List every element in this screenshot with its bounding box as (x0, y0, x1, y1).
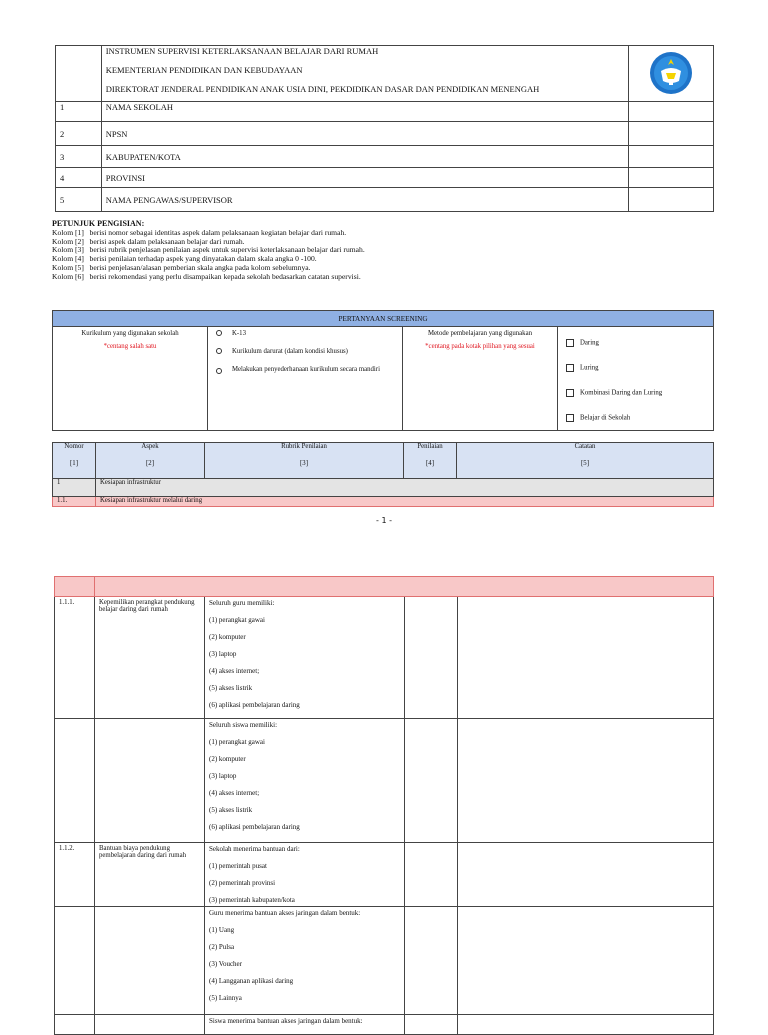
header-row-num: 5 (56, 188, 102, 212)
page-number: - 1 - (376, 516, 392, 525)
rubric-title: Siswa menerima bantuan akses jaringan dalam bentuk: (209, 1017, 363, 1025)
header-row-value[interactable] (629, 146, 714, 168)
header-row-value[interactable] (629, 102, 714, 122)
rubric-item: (4) Langganan aplikasi daring (209, 977, 294, 985)
logo-cell (629, 46, 714, 102)
petunjuk-line: Kolom [4] berisi penilaian terhadap aspek yang dinyatakan dalam skala angka 0 -100. (52, 254, 317, 264)
header-title-cell (101, 46, 629, 102)
metode-label-cell (403, 327, 558, 431)
screening-title: PERTANYAAN SCREENING (53, 311, 714, 327)
petunjuk-line: Kolom [6] berisi rekomendasi yang perlu disampaikan kepada sekolah bedasarkan catatan supervisi. (52, 271, 361, 281)
header-row-num: 1 (56, 102, 102, 122)
header-row-value[interactable] (629, 168, 714, 188)
header-row-label: KABUPATEN/KOTA (101, 146, 629, 168)
rubric-cell (205, 1015, 405, 1035)
rubric-table-page1 (52, 442, 714, 507)
pink-cell (55, 577, 95, 597)
checkbox-icon[interactable] (566, 389, 574, 397)
notes-cell[interactable] (458, 719, 714, 843)
rubric-item: (2) komputer (209, 755, 246, 763)
row-number: 1.1.2. (55, 843, 95, 907)
header-row-value[interactable] (629, 188, 714, 212)
header-row-num: 4 (56, 168, 102, 188)
rubric-item: (2) Pulsa (209, 943, 235, 951)
metode-option[interactable]: Luring (566, 364, 709, 372)
row-number (55, 907, 95, 1015)
row-number: 1 (53, 479, 96, 497)
rubric-title: Sekolah menerima bantuan dari: (209, 845, 300, 853)
tut-wuri-handayani-logo (649, 51, 693, 95)
aspek-cell: Bantuan biaya pendukung pembelajaran daring dari rumah (95, 843, 205, 907)
metode-label: Metode pembelajaran yang digunakan (428, 330, 532, 337)
kurikulum-label: Kurikulum yang digunakan sekolah (81, 330, 179, 337)
petunjuk-line: Kolom [3] berisi rubrik penjelasan penilaian aspek untuk supervisi keterlaksanaan belajar dari rumah. (52, 245, 365, 255)
rubric-item: (5) akses listrik (209, 806, 253, 814)
notes-cell[interactable] (458, 597, 714, 719)
kurikulum-note: *centang salah satu (103, 343, 157, 350)
checkbox-icon[interactable] (566, 414, 574, 422)
rubric-cell (205, 597, 405, 719)
col-header: Nomor [1] (53, 443, 96, 479)
header-line-2: KEMENTERIAN PENDIDIKAN DAN KEBUDAYAAN (105, 65, 303, 75)
pink-cell (95, 577, 714, 597)
rubric-title: Seluruh siswa memiliki: (209, 721, 278, 729)
row-number: 1.1. (53, 497, 96, 507)
aspek-cell (95, 719, 205, 843)
header-row-label: NAMA SEKOLAH (101, 102, 629, 122)
rubric-title: Seluruh guru memiliki: (209, 599, 275, 607)
metode-option[interactable]: Kombinasi Daring dan Luring (566, 389, 709, 397)
notes-cell[interactable] (458, 1015, 714, 1035)
kurikulum-options-cell (208, 327, 403, 431)
metode-option[interactable]: Belajar di Sekolah (566, 414, 709, 422)
header-row-value[interactable] (629, 122, 714, 146)
score-cell[interactable] (405, 843, 458, 907)
header-row-label: NPSN (101, 122, 629, 146)
header-row-num: 2 (56, 122, 102, 146)
rubric-item: (1) perangkat gawai (209, 738, 265, 746)
rubric-cell (205, 843, 405, 907)
aspek-cell: Kepemilikan perangkat pendukung belajar daring dari rumah (95, 597, 205, 719)
rubric-item: (3) Voucher (209, 960, 242, 968)
radio-icon[interactable] (216, 348, 222, 354)
radio-icon[interactable] (216, 368, 222, 374)
checkbox-icon[interactable] (566, 339, 574, 347)
petunjuk-line: Kolom [1] berisi nomor sebagai identitas aspek dalam pelaksanaan kegiatan belajar dari rumah. (52, 227, 347, 237)
metode-option[interactable]: Daring (566, 339, 709, 347)
score-cell[interactable] (405, 907, 458, 1015)
row-number (55, 1015, 95, 1035)
row-number (55, 719, 95, 843)
col-header: Rubrik Penilaian [3] (205, 443, 404, 479)
metode-note: *centang pada kotak pilihan yang sesuai (425, 343, 535, 350)
rubric-item: (6) aplikasi pembelajaran daring (209, 701, 300, 709)
rubric-item: (2) pemerintah provinsi (209, 879, 276, 887)
col-header: Catatan [5] (457, 443, 714, 479)
col-header: Aspek [2] (96, 443, 205, 479)
header-line-1: INSTRUMEN SUPERVISI KETERLAKSANAAN BELAJAR DARI RUMAH (105, 46, 379, 56)
header-row-label: NAMA PENGAWAS/SUPERVISOR (101, 188, 629, 212)
aspek-cell (95, 907, 205, 1015)
rubric-item: (1) Uang (209, 926, 235, 934)
petunjuk-line: Kolom [2] berisi aspek dalam pelaksanaan belajar dari rumah. (52, 236, 245, 246)
rubric-item: (4) akses internet; (209, 667, 260, 675)
rubric-cell (205, 719, 405, 843)
kurikulum-option[interactable]: Kurikulum darurat (dalam kondisi khusus) (216, 348, 398, 355)
rubric-title: Guru menerima bantuan akses jaringan dalam bentuk: (209, 909, 361, 917)
score-cell[interactable] (405, 597, 458, 719)
petunjuk-section (52, 220, 712, 282)
notes-cell[interactable] (458, 907, 714, 1015)
header-blank-cell (56, 46, 102, 102)
rubric-item: (4) akses internet; (209, 789, 260, 797)
checkbox-icon[interactable] (566, 364, 574, 372)
notes-cell[interactable] (458, 843, 714, 907)
rubric-item: (5) akses listrik (209, 684, 253, 692)
kurikulum-option[interactable]: K-13 (216, 330, 398, 337)
kurikulum-label-cell (53, 327, 208, 431)
score-cell[interactable] (405, 1015, 458, 1035)
rubric-item: (2) komputer (209, 633, 246, 641)
rubric-item: (3) pemerintah kabupaten/kota (209, 896, 295, 904)
row-number: 1.1.1. (55, 597, 95, 719)
kurikulum-option[interactable]: Melakukan penyederhanaan kurikulum secara mandiri (216, 366, 398, 374)
rubric-cell (205, 907, 405, 1015)
petunjuk-line: Kolom [5] berisi penjelasan/alasan pemberian skala angka pada kolom sebelumnya. (52, 262, 311, 272)
rubric-item: (6) aplikasi pembelajaran daring (209, 823, 300, 831)
rubric-item: (1) pemerintah pusat (209, 862, 267, 870)
row-label: Kesiapan infrastruktur (96, 479, 714, 497)
rubric-item: (5) Lainnya (209, 994, 242, 1002)
rubric-item: (1) perangkat gawai (209, 616, 265, 624)
rubric-item: (3) laptop (209, 650, 237, 658)
petunjuk-title: PETUNJUK PENGISIAN: (52, 219, 145, 228)
score-cell[interactable] (405, 719, 458, 843)
row-label: Kesiapan infrastruktur melalui daring (96, 497, 714, 507)
header-table (55, 45, 714, 212)
header-row-label: PROVINSI (101, 168, 629, 188)
screening-table (52, 310, 714, 431)
header-row-num: 3 (56, 146, 102, 168)
aspek-cell (95, 1015, 205, 1035)
radio-icon[interactable] (216, 330, 222, 336)
header-line-3: DIREKTORAT JENDERAL PENDIDIKAN ANAK USIA DINI, PEKDIDIKAN DASAR DAN PENDIDIKAN MENENGAH (105, 84, 540, 94)
rubric-table-page2 (54, 576, 714, 1035)
col-header: Penilaian [4] (404, 443, 457, 479)
rubric-item: (3) laptop (209, 772, 237, 780)
metode-options-cell (558, 327, 714, 431)
